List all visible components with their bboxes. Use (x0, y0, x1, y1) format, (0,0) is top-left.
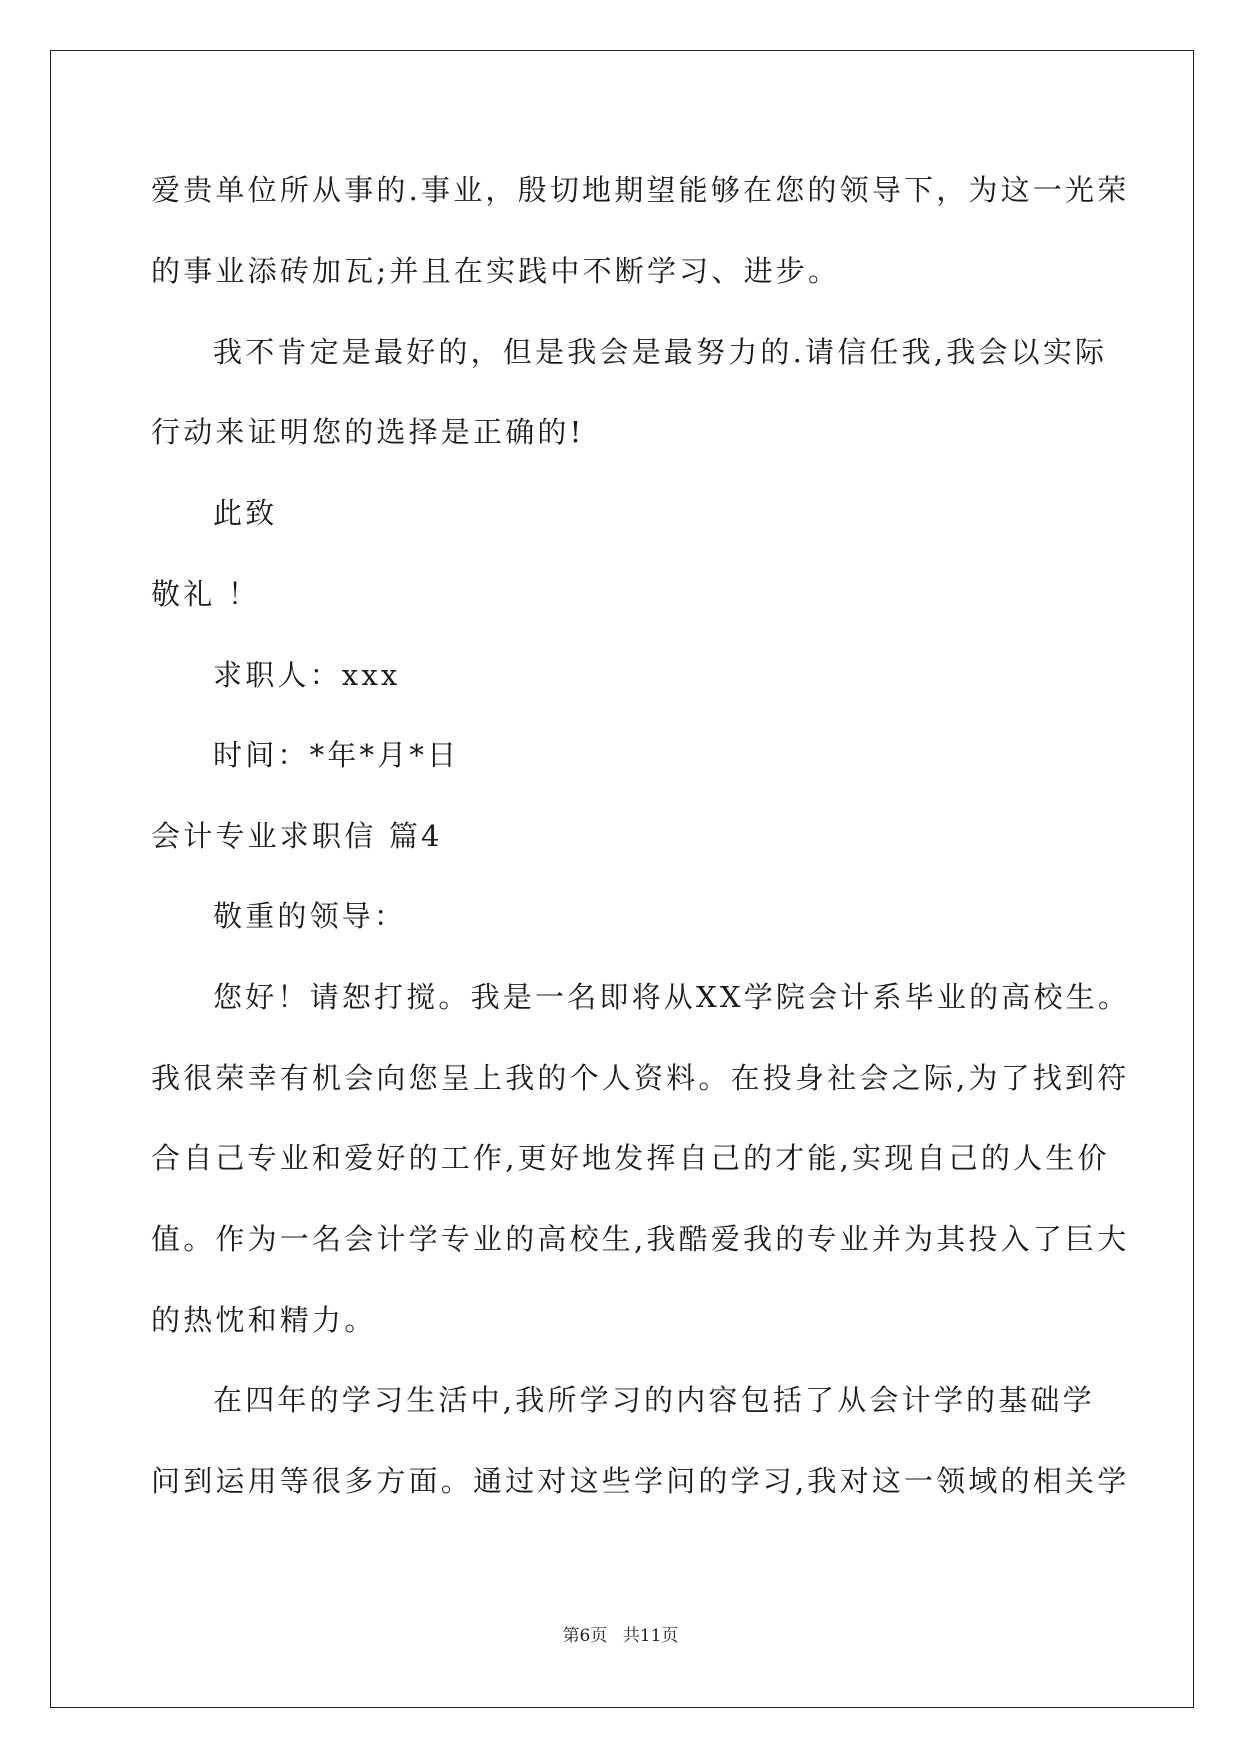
page-number: 第6页 (562, 1626, 608, 1646)
page-footer (0, 1624, 1241, 1648)
letter-date: 时间：*年*月*日 (213, 738, 460, 772)
applicant-name: 求职人：xxx (213, 658, 401, 692)
page-border (50, 50, 1194, 1708)
text-line: 我很荣幸有机会向您呈上我的个人资料。在投身社会之际,为了找到符 (151, 1061, 1130, 1095)
text-line: 合自己专业和爱好的工作,更好地发挥自己的才能,实现自己的人生价 (151, 1141, 1110, 1175)
text-line: 您好！请恕打搅。我是一名即将从XX学院会计系毕业的高校生。 (213, 980, 1131, 1014)
page-total: 共11页 (622, 1626, 679, 1646)
closing-regards: 敬礼 ！ (151, 577, 261, 611)
text-line: 的事业添砖加瓦;并且在实践中不断学习、进步。 (151, 254, 841, 288)
text-line: 的热忱和精力。 (151, 1303, 377, 1337)
text-line: 问到运用等很多方面。通过对这些学问的学习,我对这一领域的相关学 (151, 1464, 1130, 1498)
text-line: 在四年的学习生活中,我所学习的内容包括了从会计学的基础学 (213, 1383, 1095, 1417)
text-line: 值。作为一名会计学专业的高校生,我酷爱我的专业并为其投入了巨大 (151, 1222, 1130, 1256)
closing-salutation: 此致 (213, 496, 278, 530)
greeting: 敬重的领导： (213, 899, 407, 933)
text-line: 我不肯定是最好的，但是我会是最努力的.请信任我,我会以实际 (213, 335, 1108, 369)
text-line: 爱贵单位所从事的.事业，殷切地期望能够在您的领导下，为这一光荣 (151, 173, 1130, 207)
section-title: 会计专业求职信 篇4 (151, 819, 443, 853)
text-line: 行动来证明您的选择是正确的! (151, 415, 585, 449)
